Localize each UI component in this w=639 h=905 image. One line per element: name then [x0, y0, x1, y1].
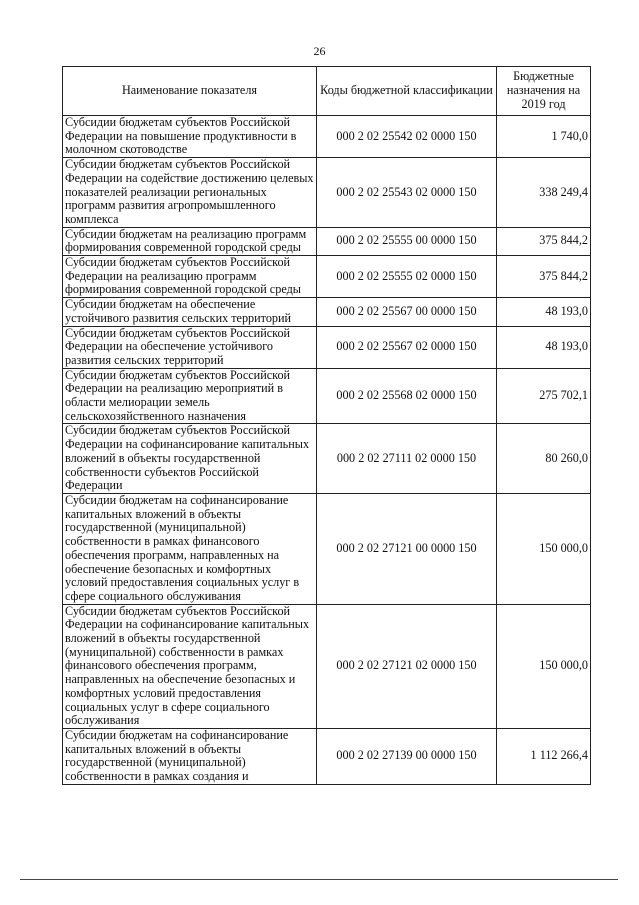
row-sum: 48 193,0	[497, 326, 591, 368]
table-row	[63, 493, 591, 604]
row-sum: 375 844,2	[497, 256, 591, 298]
row-sum: 338 249,4	[497, 158, 591, 228]
row-name: Субсидии бюджетам субъектов Российской Федерации на софинансирование капитальных вложений в объекты государственной собственности субъектов Российской Федерации	[63, 424, 317, 494]
table-row	[63, 728, 591, 784]
table-row	[63, 604, 591, 728]
table-row	[63, 298, 591, 326]
row-code: 000 2 02 27121 00 0000 150	[317, 493, 497, 604]
table-row	[63, 227, 591, 255]
row-name: Субсидии бюджетам субъектов Российской Федерации на реализацию мероприятий в области мелиорации земель сельскохозяйственного назначения	[63, 368, 317, 424]
row-sum: 48 193,0	[497, 298, 591, 326]
row-name: Субсидии бюджетам субъектов Российской Федерации на обеспечение устойчивого развития сельских территорий	[63, 326, 317, 368]
row-sum: 150 000,0	[497, 493, 591, 604]
row-name: Субсидии бюджетам субъектов Российской Федерации на повышение продуктивности в молочном скотоводстве	[63, 116, 317, 158]
row-code: 000 2 02 25555 02 0000 150	[317, 256, 497, 298]
table-header-row	[63, 67, 591, 116]
page-number: 26	[313, 44, 326, 58]
header-name: Наименование показателя	[63, 67, 317, 116]
row-name: Субсидии бюджетам на софинансирование капитальных вложений в объекты государственной (муниципальной) собственности в рамках финансового обеспечения программ, направленных на обеспечение безопасных и комфортных условий предоставления социальных услуг в сфере социального обслуживания	[63, 493, 317, 604]
row-name: Субсидии бюджетам субъектов Российской Федерации на реализацию программ формирования современной городской среды	[63, 256, 317, 298]
table-row	[63, 116, 591, 158]
row-sum: 275 702,1	[497, 368, 591, 424]
row-name: Субсидии бюджетам на софинансирование капитальных вложений в объекты государственной (муниципальной) собственности в рамках создания и	[63, 728, 317, 784]
row-sum: 375 844,2	[497, 227, 591, 255]
row-sum: 80 260,0	[497, 424, 591, 494]
row-name: Субсидии бюджетам субъектов Российской Федерации на софинансирование капитальных вложений в объекты государственной (муниципальной) собственности в рамках финансового обеспечения программ, направленных на обеспечение безопасных и комфортных условий предоставления социальных услуг в сфере социального обслуживания	[63, 604, 317, 728]
table-row	[63, 256, 591, 298]
row-sum: 1 112 266,4	[497, 728, 591, 784]
table-row	[63, 368, 591, 424]
row-code: 000 2 02 25568 02 0000 150	[317, 368, 497, 424]
table-row	[63, 424, 591, 494]
row-code: 000 2 02 25567 00 0000 150	[317, 298, 497, 326]
row-code: 000 2 02 25555 00 0000 150	[317, 227, 497, 255]
table-row	[63, 326, 591, 368]
row-code: 000 2 02 25567 02 0000 150	[317, 326, 497, 368]
row-code: 000 2 02 25542 02 0000 150	[317, 116, 497, 158]
page-bottom-rule	[20, 879, 618, 880]
header-code: Коды бюджетной классификации	[317, 67, 497, 116]
row-name: Субсидии бюджетам субъектов Российской Федерации на содействие достижению целевых показателей реализации региональных программ развития агропромышленного комплекса	[63, 158, 317, 228]
row-code: 000 2 02 25543 02 0000 150	[317, 158, 497, 228]
row-code: 000 2 02 27139 00 0000 150	[317, 728, 497, 784]
table-row	[63, 158, 591, 228]
budget-table	[62, 66, 591, 785]
row-code: 000 2 02 27121 02 0000 150	[317, 604, 497, 728]
row-code: 000 2 02 27111 02 0000 150	[317, 424, 497, 494]
row-sum: 150 000,0	[497, 604, 591, 728]
row-name: Субсидии бюджетам на реализацию программ формирования современной городской среды	[63, 227, 317, 255]
row-name: Субсидии бюджетам на обеспечение устойчивого развития сельских территорий	[63, 298, 317, 326]
header-sum: Бюджетные назначения на 2019 год	[497, 67, 591, 116]
row-sum: 1 740,0	[497, 116, 591, 158]
